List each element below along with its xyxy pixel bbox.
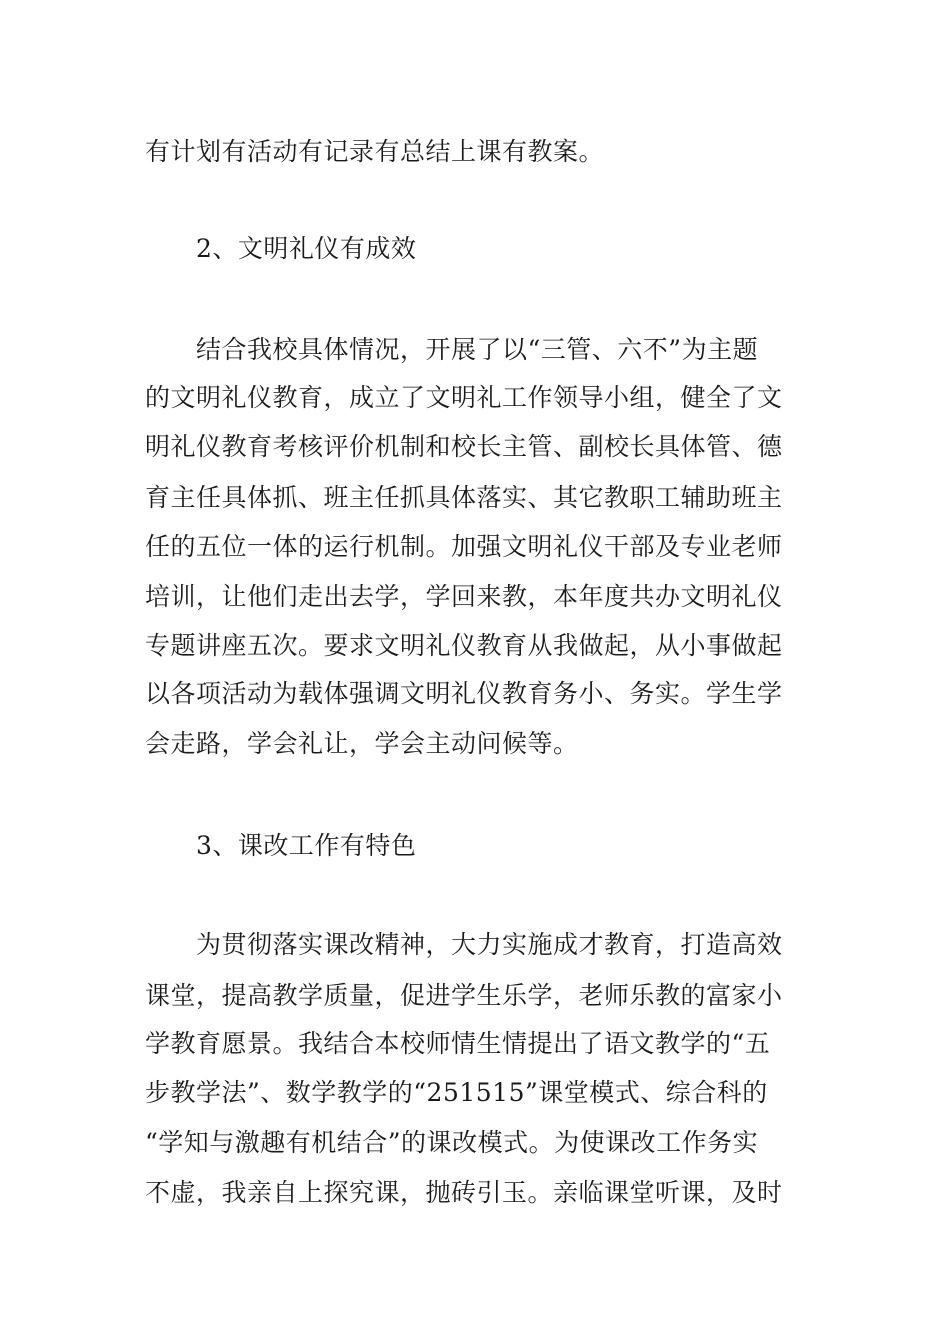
section-heading: 2、文明礼仪有成效 [196,234,417,263]
paragraph-line: 以各项活动为载体强调文明礼仪教育务小、务实。学生学 [145,679,783,708]
paragraph-line: 会走路，学会礼让，学会主动问候等。 [145,729,579,758]
paragraph-line: 明礼仪教育考核评价机制和校长主管、副校长具体管、德 [145,432,783,461]
paragraph-line: 有计划有活动有记录有总结上课有教案。 [145,137,605,166]
paragraph-line: 课堂，提高教学质量，促进学生乐学，老师乐教的富家小 [145,981,783,1010]
paragraph-line: 结合我校具体情况，开展了以“三管、六不”为主题 [196,335,759,364]
section-heading: 3、课改工作有特色 [196,831,417,860]
paragraph-line: 不虚，我亲自上探究课，抛砖引玉。亲临课堂听课，及时 [145,1178,783,1207]
paragraph-line: 学教育愿景。我结合本校师情生情提出了语文教学的“五 [145,1029,771,1058]
paragraph-line: 步教学法”、数学教学的“251515”课堂模式、综合科的 [145,1078,768,1107]
paragraph-line: 的文明礼仪教育，成立了文明礼工作领导小组，健全了文 [145,383,783,412]
paragraph-line: 育主任具体抓、班主任抓具体落实、其它教职工辅助班主 [145,483,783,512]
paragraph-line: 任的五位一体的运行机制。加强文明礼仪干部及专业老师 [145,532,783,561]
paragraph-line: 专题讲座五次。要求文明礼仪教育从我做起，从小事做起 [145,631,783,660]
paragraph-line: 为贯彻落实课改精神，大力实施成才教育，打造高效 [196,930,783,959]
paragraph-line: “学知与激趣有机结合”的课改模式。为使课改工作务实 [145,1128,759,1157]
paragraph-line: 培训，让他们走出去学，学回来教，本年度共办文明礼仪 [145,582,783,611]
